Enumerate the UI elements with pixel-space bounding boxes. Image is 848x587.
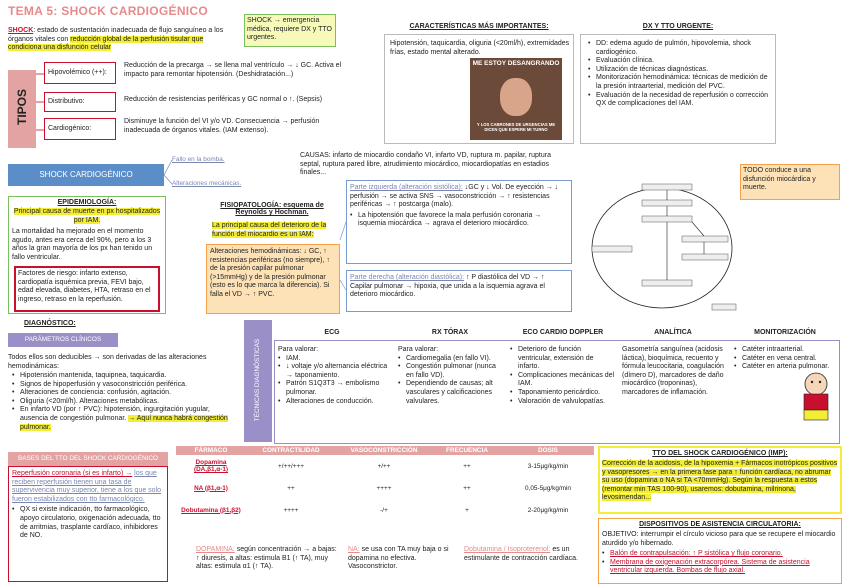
tipo-text: Reducción de resistencias periféricas y GC normal o ↑. (Sepsis) — [124, 96, 323, 103]
monit-item: • Catéter en vena central. — [734, 355, 836, 364]
eco-item: • Valoración de valvulopatías. — [510, 398, 616, 407]
diagnostico-intro: Todos ellos son deducibles → son derivadas de las alteraciones hemodinámicas: — [8, 354, 207, 370]
der-text: ↑ P diastólica del VD → ↑ Capilar pulmonar → hipoxia, que unida a la isquemia agrava el deterioro miocárdico. — [350, 274, 545, 299]
shock-def-highlight: reducción global de la perfusión tisular que condiciona una disfunción celular — [8, 35, 204, 52]
dx-item: • Monitorización hemodinámica: técnicas de medición de la presión intraarterial, medición del PVC. — [588, 74, 772, 91]
tipo-text: Disminuye la función del VI y/o VD. Consecuencia → perfusión inadecuada de órganos vitales. (IAM extenso). — [124, 118, 320, 134]
diagnostico-hl: → Aquí nunca habrá congestión pulmonar. — [20, 414, 228, 431]
eco-item: • Taponamiento pericárdico. — [510, 389, 616, 398]
eco-item: • Complicaciones mecánicas del IAM. — [510, 372, 616, 389]
dx-heading: DX Y TTO URGENTE: — [642, 23, 714, 30]
asistencia-item-text: Membrana de oxigenación extracorpórea. Sistema de asistencia ventricular izquierda. Bombas de flujo axial. — [610, 558, 810, 575]
eco-item: • Deterioro de función ventricular, extensión de infarto. — [510, 346, 616, 372]
meme-bottom-text: Y LOS CABRONES DE URGENCIAS ME DICEN QUE ESPERE MI TURNO — [476, 122, 556, 132]
shock-cardiogenico-label: SHOCK CARDIOGÉNICO — [39, 170, 133, 179]
drug-name: NA (β1,α-1) — [194, 484, 228, 492]
tipo-name: Hipovolémico (++): — [44, 62, 116, 84]
meme-top-text: ME ESTOY DESANGRANDO — [472, 60, 560, 67]
note-label: DOPAMINA: — [196, 546, 235, 553]
drug-header: CONTRACTILIDAD — [262, 447, 320, 454]
drug-cell: +/++/+++ — [278, 462, 304, 470]
drug-cell: +/++ — [377, 462, 391, 470]
izq-heading: Parte izquierda (alteración sistólica): — [350, 184, 463, 191]
rx-item: • Cardiomegalia (en fallo VI). — [398, 355, 504, 364]
tto-imp-heading: TTO DEL SHOCK CARDIOGÉNICO (IMP): — [652, 450, 788, 457]
monit-item: • Catéter intraarterial. — [734, 346, 836, 355]
ecg-item: • ↓ voltaje y/o alternancia eléctrica → taponamiento. — [278, 363, 390, 380]
tto-imp-text-span: Corrección de la acidosis, de la hipoxemia + Fármacos inotrópicos positivos y vasopresores → en la primera fase para ↑ función cardíaca, no abrumar su uso (dopamina o NA si TA <70mmHg). Según la respuesta a estos (remontar min TAS 100-90), usaremos: dobutamina, milrinona, levosimendan... — [602, 460, 838, 502]
alteraciones-mecanicas: Alteraciones mecánicas. — [172, 180, 242, 187]
causas-text: CAUSAS: infarto de miocardio condaño VI, infarto VD, ruptura m. papilar, ruptura septal, ruptura pared libre, atrudimiento miocárdico, miocardiopatías en estadios finales... — [300, 152, 551, 177]
rx-item: • Dependiendo de causas; alt vasculares y calcificaciones valvulares. — [398, 380, 504, 406]
drug-cell: ++ — [463, 462, 471, 470]
drug-cell: 2-20μg/kg/min — [527, 506, 569, 514]
page-title: TEMA 5: SHOCK CARDIOGÉNICO — [8, 4, 209, 18]
ecg-intro: Para valorar: — [278, 346, 319, 353]
analitica-item: Gasometría sanguínea (acidosis láctica), bioquímica, recuento y fórmula leucocitaria, coagulación (dímero D), marcadores de daño miocárdico (troponinas), marcadores de inflamación. — [622, 346, 724, 396]
diagnostico-item-text: En infarto VD (por ↑ PVC): hipotensión, ingurgitación yugular, ausencia de congestión pulmonar. — [20, 406, 210, 422]
drug-cell: ++ — [287, 484, 295, 492]
bases-rep-detail: los que reciben reperfusión tienen una tasa de supervivencia muy superior, tiene a los que solo fueron estabilizados con tto farmacológico. — [12, 470, 162, 503]
ecg-item: • IAM. — [278, 355, 390, 364]
bases-tab-label: BASES DEL TTO DEL SHOCK CARDIOGÉNICO — [18, 455, 158, 462]
drug-name: Dopamina (DA,β1,α-1) — [193, 459, 229, 473]
drug-cell: -/+ — [380, 506, 388, 514]
tec-col-heading: ECG — [324, 329, 340, 336]
drug-cell: ++++ — [376, 484, 392, 492]
asistencia-obj: OBJETIVO: interrumpir el círculo vicioso para que se recupere el miocardio aturdido y/o hibernado. — [602, 531, 836, 547]
tipo-text: Reducción de la precarga → se llena mal ventrículo → ↓ GC. Activa el impacto para remontar hipotensión. (Deshidratación...) — [124, 62, 342, 78]
bases-rep: Reperfusión coronaria (si es infarto) → — [12, 470, 133, 477]
epidemio-hl-text: Principal causa de muerte en px hospitalizados por IAM. — [13, 208, 161, 224]
tec-col-heading: RX TÓRAX — [431, 329, 469, 336]
tipo-name: Distributivo: — [44, 92, 116, 112]
dx-item: • Evaluación de la necesidad de reperfusión o corrección QX de complicaciones del IAM. — [588, 92, 772, 109]
fisio-hl-text: La principal causa del deterioro de la función del miocardio es un IAM: — [212, 222, 327, 238]
drug-cell: ++ — [463, 484, 471, 492]
drug-cell: 3-15μg/kg/min — [527, 462, 569, 470]
diagnostico-heading: DIAGNÓSTICO: — [24, 320, 76, 327]
drug-cell: 0,05-5μg/kg/min — [525, 484, 571, 492]
ecg-item: • Patrón S1Q3T3 → embolismo pulmonar. — [278, 380, 390, 397]
shock-term: SHOCK — [8, 27, 34, 34]
parametros-tab-label: PARÁMETROS CLÍNICOS — [24, 336, 102, 343]
asistencia-heading: DISPOSITIVOS DE ASISTENCIA CIRCULATORIA: — [639, 521, 801, 528]
tipo-name: Cardiogénico: — [44, 118, 116, 140]
riesgo-text: Factores de riesgo: infarto extenso, cardiopatía isquémica previa, FEVI bajo, edad elevada, diabetes, HTA, retraso en el ingreso, retraso en la reperfusión. — [18, 270, 151, 303]
drug-header: DOSIS — [538, 447, 558, 454]
izq-text: ↓GC y ↓ Vol. De eyección → ↓ perfusión → se activa SNS → vasoconstricción → ↑ resistencias periféricas → ↑ postcarga (malo). — [350, 184, 559, 209]
dx-item: • Utilización de técnicas diagnósticas. — [588, 66, 772, 75]
fallo-bomba: Fallo en la bomba. — [172, 156, 225, 163]
izq-item: • La hipotensión que favorece la mala perfusión coronaria → isquemia miocárdica → agrava el deterioro miocárdico. — [350, 212, 568, 229]
caracteristicas-heading: CARACTERÍSTICAS MÁS IMPORTANTES: — [409, 23, 549, 30]
drug-cell: ++++ — [283, 506, 299, 514]
monit-item: • Catéter en arteria pulmonar. — [734, 363, 836, 372]
diagnostico-item: • Hipotensión mantenida, taquipnea, taquicardia. — [12, 372, 238, 381]
asistencia-item-text: Balón de contrapulsación: ↑ P sistólica y flujo coronario. — [610, 550, 783, 557]
der-heading: Parte derecha (alteración diastólica): — [350, 274, 465, 281]
note-text: según concentración → a bajas: ↑ diuresis, a altas: estimula B1 (↑ TA), muy altas: estimula α1 (↑ TA). — [196, 546, 337, 571]
drug-name: Dobutamina (β1,β2) — [181, 506, 241, 514]
note-label: Dobutamina / Isoproterenol: — [464, 546, 551, 553]
epidemio-heading: EPIDEMIOLOGÍA: — [57, 199, 117, 206]
todo-text: TODO conduce a una disfunción miocárdica y muerte. — [743, 167, 816, 192]
epidemio-text: La mortalidad ha mejorado en el momento agudo, antes era cerca del 90%, pero a los 3 años la gran mayoría de los px han tenido un fallo ventricular. — [12, 228, 153, 261]
fisio-heading: FISIOPATOLOGÍA: esquema de Reynolds y Hochman. — [220, 202, 324, 216]
rx-intro: Para valorar: — [398, 346, 439, 353]
dx-item: • DD: edema agudo de pulmón, hipovolemia, shock cardiogénico. — [588, 40, 772, 57]
note-label: NA: — [348, 546, 360, 553]
tecnicas-side-label: TÉCNICAS DIAGNÓSTICAS — [254, 338, 261, 422]
ecg-item: • Alteraciones de conducción. — [278, 398, 390, 407]
note-text: se usa con TA muy baja o si dopamina no efectiva. Vasoconstrictor. — [348, 546, 449, 571]
tec-col-heading: ECO CARDIO DOPPLER — [522, 329, 604, 336]
drug-header: FÁRMACO — [194, 447, 228, 454]
drug-cell: + — [465, 506, 469, 514]
tec-col-heading: MONITORIZACIÓN — [754, 329, 816, 336]
callout-text: SHOCK → emergencia médica, requiere DX y TTO urgentes. — [247, 17, 332, 42]
shock-def-text: : estado de sustentación inadecuada de flujo sanguíneo a los órganos vitales con — [8, 27, 224, 43]
diagnostico-item: • Oliguria (<20ml/h). Alteraciones metabólicas. — [12, 398, 238, 407]
caracteristicas-text: Hipotensión, taquicardia, oliguria (<20ml/h), extremidades frías, estado mental alterado. — [390, 40, 570, 56]
dx-item: • Evaluación clínica. — [588, 57, 772, 66]
bases-item: • QX si existe indicación, tto farmacológico, apoyo circulatorio, oxigenación adecuada, tto de arritmias, trasplante cardíaco, inhibidores de NO. — [12, 506, 164, 540]
diagnostico-item: • Alteraciones de conciencia: confusión, agitación. — [12, 389, 238, 398]
drug-header: FRECUENCIA — [446, 447, 488, 454]
tec-col-heading: ANALÍTICA — [654, 329, 692, 336]
note-text: es un estimulante de contracción cardíaca. — [464, 546, 579, 562]
tipos-label: TIPOS — [15, 89, 29, 126]
alteraciones-text: Alteraciones hemodinámicas: ↓ GC, ↑ resistencias periféricas (no siempre), ↑ de la presión capilar pulmonar (>15mmHg) y de la presión pulmonar (esto es lo que marca la diferencia). Si falla el VD → ↑ PVC. — [210, 248, 330, 298]
rx-item: • Congestión pulmonar (nunca en fallo VD). — [398, 363, 504, 380]
drug-header: VASOCONSTRICCIÓN — [350, 447, 418, 454]
diagnostico-item: • Signos de hipoperfusión y vasoconstricción periférica. — [12, 381, 238, 390]
